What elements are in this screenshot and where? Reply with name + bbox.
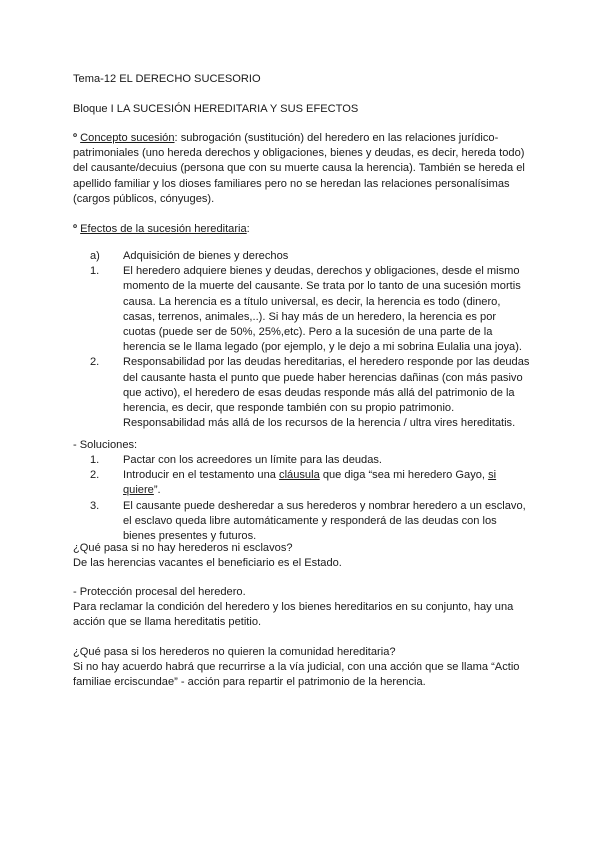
q2-section — [73, 645, 533, 691]
soluciones-list — [90, 453, 530, 544]
q2-question: ¿Qué pasa si los herederos no quieren la comunidad hereditaria? — [73, 646, 396, 658]
proteccion-text: Para reclamar la condición del heredero y los bienes hereditarios en su conjunto, hay una acción que se llama hereditatis petitio. — [73, 601, 514, 629]
list-item: 2. Responsabilidad por las deudas hereditarias, el heredero responde por las deudas del causante hasta el punto que puede haber herencias dañinas (con más pasivo que activo), el heredero de esas deudas responde más allá del patrimonio de la herencia, es decir, que responde también con su propio patrimonio. Responsabilidad más allá de los recursos de la herencia / ultra vires hereditatis. — [90, 356, 530, 430]
clausula-underlined: cláusula — [279, 469, 320, 482]
proteccion-heading: - Protección procesal del heredero. — [73, 586, 246, 598]
soluciones-heading: - Soluciones: — [73, 439, 138, 451]
list-item: 1. Pactar con los acreedores un límite para las deudas. — [90, 454, 382, 466]
list-marker: a) — [90, 250, 100, 262]
q2-answer: Si no hay acuerdo habrá que recurrirse a la vía judicial, con una acción que se llama “Actio familiae erciscundae” - acción para repartir el patrimonio de la herencia. — [73, 661, 520, 689]
concepto-text: subrogación (sustitución) del heredero en las relaciones jurídico-patrimoniales (uno hereda derechos y obligaciones, bienes y deudas, es decir, hereda todo) del causante/decuius (persona que con su muerte causa la herencia). También se hereda el apellido familiar y los dioses familiares pero no se heredan las relaciones personalísimas (cargos públicos, cónyuges). — [73, 132, 525, 205]
list-item: 1. El heredero adquiere bienes y deudas, derechos y obligaciones, desde el mismo momento de la muerte del causante. Se trata por lo tanto de una sucesión mortis causa. La herencia es a título universal, es decir, la herencia es todo (dinero, casas, terrenos, animales,..). Si hay más de un heredero, la herencia es por cuotas (puede ser de 50%, 25%,etc). Pero a la sucesión de una parte de la herencia se le llama legado (por ejemplo, y le dejo a mi sobrina Eulalia una joya). — [90, 265, 522, 354]
proteccion-section — [73, 585, 533, 631]
list-item: 2. Introducir en el testamento una cláusula que diga “sea mi heredero Gayo, si quiere”. — [90, 469, 497, 497]
si-quiere-underlined: si quiere — [123, 469, 497, 497]
efectos-label: Efectos de la sucesión hereditaria — [80, 223, 247, 235]
list-item: 3. El causante puede desheredar a sus herederos y nombrar heredero a un esclavo, el esclavo queda libre automáticamente y responderá de las deudas con los bienes presentes y futuros. — [90, 499, 526, 543]
q1-question: ¿Qué pasa si no hay herederos ni esclavos? — [73, 542, 293, 554]
efectos-bullet: º — [73, 223, 78, 235]
concepto-paragraph: º Concepto sucesión: subrogación (sustitución) del heredero en las relaciones jurídico-patrimoniales (uno hereda derechos y obligaciones, bienes y deudas, es decir, hereda todo) del causante/decuius (persona que con su muerte causa la herencia). También se hereda el apellido familiar y los dioses familiares pero no se heredan las relaciones personalísimas (cargos públicos, cónyuges). — [73, 132, 525, 205]
q1-answer: De las herencias vacantes el beneficiario es el Estado. — [73, 557, 342, 570]
adquisicion-list — [90, 249, 530, 431]
adquisicion-title: a) Adquisición de bienes y derechos — [90, 249, 530, 264]
efectos-heading: º Efectos de la sucesión hereditaria: — [73, 223, 250, 235]
concepto-label: Concepto sucesión — [80, 132, 175, 144]
q1-section — [73, 541, 533, 571]
concepto-bullet: º — [73, 132, 78, 144]
bloque-heading: Bloque I LA SUCESIÓN HEREDITARIA Y SUS EFECTOS — [73, 103, 359, 115]
tema-heading: Tema-12 EL DERECHO SUCESORIO — [73, 73, 261, 85]
